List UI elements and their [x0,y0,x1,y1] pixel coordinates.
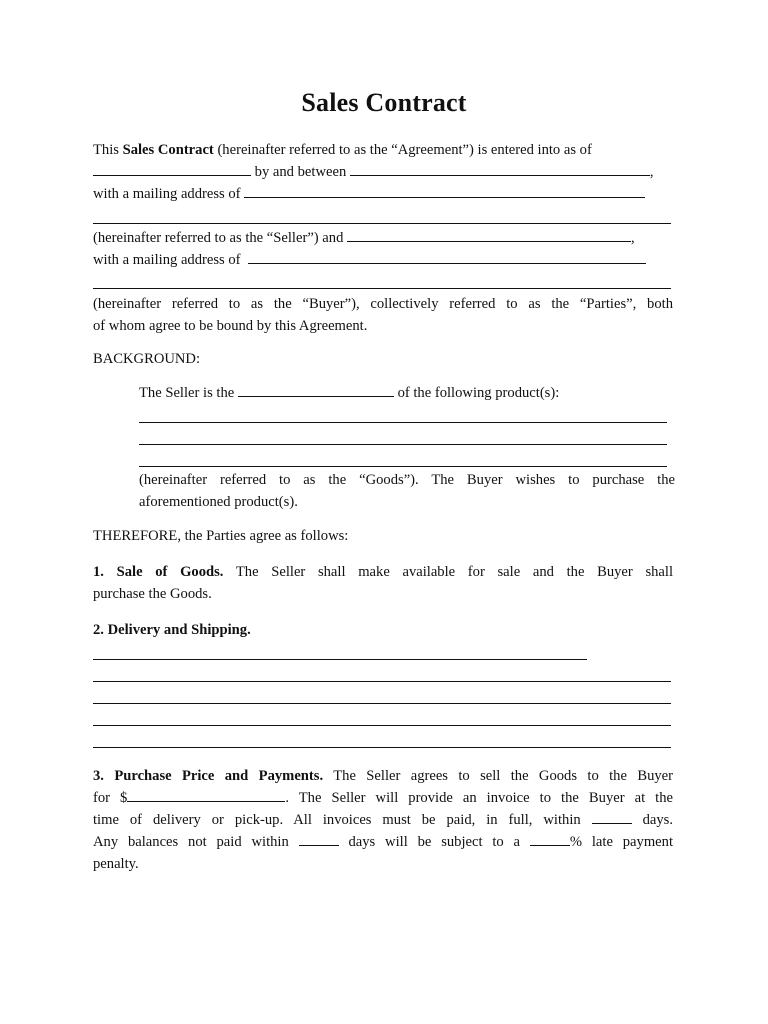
delivery-terms-line-3-field[interactable] [93,703,671,704]
section-3-line-3: time of delivery or pick-up. All invoices must be paid, in full, within days. [93,809,673,831]
payment-days-field[interactable] [592,809,632,824]
section-3-heading: 3. Purchase Price and Payments. [93,768,324,784]
purchase-price-field[interactable] [127,787,285,802]
contract-name-bold: Sales Contract [122,142,214,158]
section-1-heading: 1. Sale of Goods. [93,564,224,580]
seller-address-field[interactable] [244,183,645,198]
therefore-clause: THEREFORE, the Parties agree as follows: [93,528,349,544]
background-heading: BACKGROUND: [93,351,201,367]
background-line-5: (hereinafter referred to as the “Goods”). The Buyer wishes to purchase the [139,472,675,488]
intro-line-3: with a mailing address of [93,183,673,205]
intro-line-6: with a mailing address of [93,249,673,271]
buyer-name-field[interactable] [347,227,631,242]
buyer-address-field[interactable] [248,249,646,264]
overdue-days-field[interactable] [299,831,339,846]
section-1-line-1: 1. Sale of Goods. The Seller shall make available for sale and the Buyer shall [93,564,674,580]
section-3-line-5: penalty. [93,856,139,872]
intro-line-2: by and between , [93,161,673,183]
goods-description-line-3-field[interactable] [139,466,667,467]
delivery-terms-line-5-field[interactable] [93,747,671,748]
delivery-terms-line-4-field[interactable] [93,725,671,726]
background-line-6: aforementioned product(s). [139,494,298,510]
section-3-line-1: 3. Purchase Price and Payments. The Seller agrees to sell the Goods to the Buyer [93,768,673,784]
seller-address-line-2-field[interactable] [93,223,671,224]
seller-name-field[interactable] [350,161,650,176]
section-3-line-4: Any balances not paid within days will be subject to a % late payment [93,831,673,853]
buyer-address-line-2-field[interactable] [93,288,671,289]
late-penalty-percent-field[interactable] [530,831,570,846]
effective-date-field[interactable] [93,161,251,176]
background-line-1: The Seller is the of the following product(s): [139,382,675,404]
goods-description-line-1-field[interactable] [139,422,667,423]
delivery-terms-line-1-field[interactable] [93,659,587,660]
section-2-heading: 2. Delivery and Shipping. [93,622,251,638]
document-title: Sales Contract [301,88,467,117]
section-1-line-2: purchase the Goods. [93,586,212,602]
intro-line-8: (hereinafter referred to as the “Buyer”), collectively referred to as the “Parties”, both [93,296,673,312]
intro-line-5: (hereinafter referred to as the “Seller”) and , [93,227,673,249]
intro-line-9: of whom agree to be bound by this Agreement. [93,318,368,334]
seller-role-field[interactable] [238,382,394,397]
section-3-line-2: for $ . The Seller will provide an invoice to the Buyer at the [93,787,673,809]
delivery-terms-line-2-field[interactable] [93,681,671,682]
intro-line-1: This Sales Contract (hereinafter referred to as the “Agreement”) is entered into as of [93,142,592,158]
goods-description-line-2-field[interactable] [139,444,667,445]
section-2-line [93,619,673,641]
